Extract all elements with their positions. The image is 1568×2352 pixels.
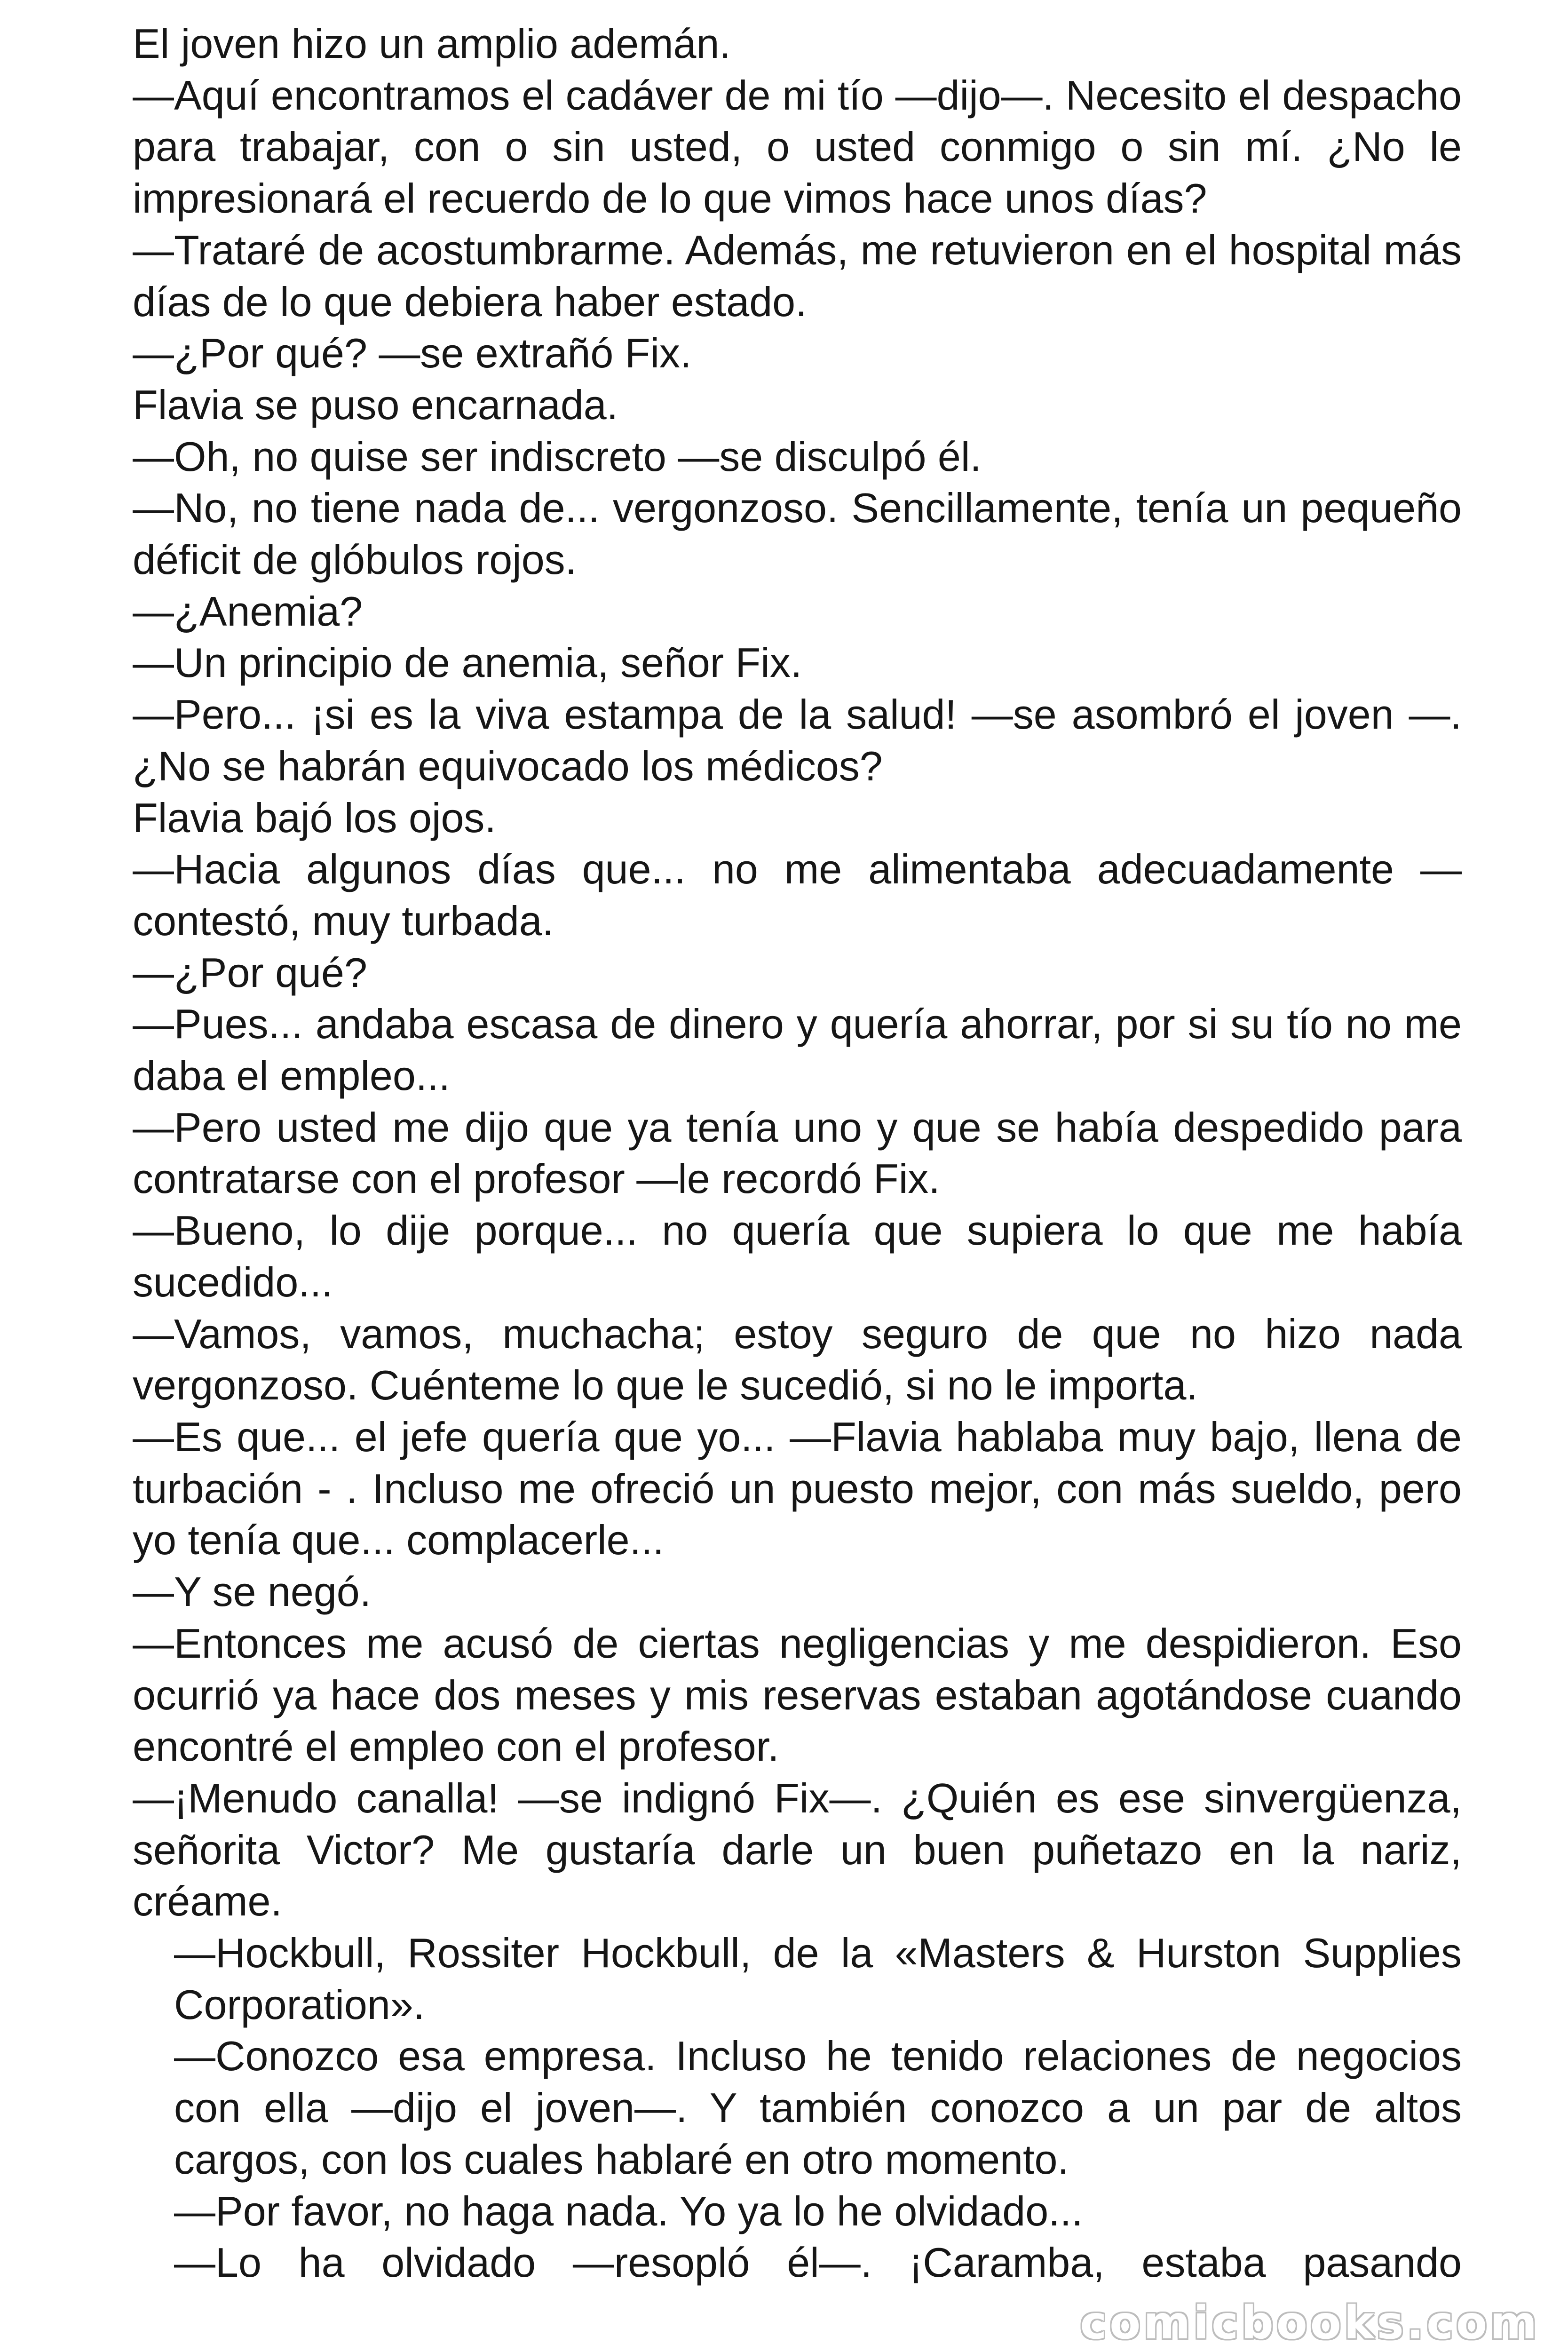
document-page (133, 18, 1462, 2288)
paragraph: Flavia se puso encarnada. (133, 381, 618, 428)
paragraph: —No, no tiene nada de... vergonzoso. Sencillamente, tenía un pequeño déficit de glóbulos rojos. (133, 485, 1462, 583)
paragraph: —Es que... el jefe quería que yo... —Flavia hablaba muy bajo, llena de turbación - . Incluso me ofreció un puesto mejor, con más sueldo, pero yo tenía que... complacerle... (133, 1413, 1462, 1564)
paragraph: —Conozco esa empresa. Incluso he tenido relaciones de negocios con ella —dijo el joven—. Y también conozco a un par de altos cargos, con los cuales hablaré en otro momento. (174, 2033, 1462, 2183)
paragraph: —Pues... andaba escasa de dinero y quería ahorrar, por si su tío no me daba el empleo... (133, 1001, 1462, 1099)
watermark-logo: comicbooks.com (1080, 2296, 1540, 2349)
paragraph: —Hacia algunos días que... no me alimentaba adecuadamente — contestó, muy turbada. (133, 846, 1462, 944)
paragraph: —Entonces me acusó de ciertas negligencias y me despidieron. Eso ocurrió ya hace dos meses y mis reservas estaban agotándose cuando encontré el empleo con el profesor. (133, 1620, 1462, 1770)
paragraph: —Aquí encontramos el cadáver de mi tío —dijo—. Necesito el despacho para trabajar, con o sin usted, o usted conmigo o sin mí. ¿No le impresionará el recuerdo de lo que vimos hace unos días? (133, 72, 1462, 222)
paragraph: —Vamos, vamos, muchacha; estoy seguro de que no hizo nada vergonzoso. Cuénteme lo que le sucedió, si no le importa. (133, 1310, 1462, 1409)
paragraph: —¡Menudo canalla! —se indignó Fix—. ¿Quién es ese sinvergüenza, señorita Victor? Me gustaría darle un buen puñetazo en la nariz, créame. (133, 1774, 1462, 1925)
paragraph: —Trataré de acostumbrarme. Además, me retuvieron en el hospital más días de lo que debiera haber estado. (133, 226, 1462, 325)
paragraph: —Pero usted me dijo que ya tenía uno y que se había despedido para contratarse con el profesor —le recordó Fix. (133, 1104, 1462, 1202)
paragraph: Flavia bajó los ojos. (133, 794, 496, 841)
paragraph: —¿Por qué? (133, 949, 367, 996)
paragraph: —Oh, no quise ser indiscreto —se disculpó él. (133, 433, 982, 480)
paragraph: —¿Anemia? (133, 588, 363, 635)
paragraph: —Por favor, no haga nada. Yo ya lo he olvidado... (174, 2187, 1083, 2234)
paragraph: —¿Por qué? —se extrañó Fix. (133, 330, 692, 377)
paragraph: —Bueno, lo dije porque... no quería que supiera lo que me había sucedido... (133, 1207, 1462, 1305)
paragraph: —Lo ha olvidado —resopló él—. ¡Caramba, estaba pasando (174, 2239, 1462, 2286)
paragraph: El joven hizo un amplio ademán. (133, 20, 731, 67)
paragraph: —Pero... ¡si es la viva estampa de la salud! —se asombró el joven —. ¿No se habrán equivocado los médicos? (133, 691, 1462, 789)
paragraph: —Un principio de anemia, señor Fix. (133, 639, 802, 686)
paragraph: —Hockbull, Rossiter Hockbull, de la «Masters & Hurston Supplies Corporation». (174, 1930, 1462, 2028)
paragraph: —Y se negó. (133, 1568, 372, 1615)
